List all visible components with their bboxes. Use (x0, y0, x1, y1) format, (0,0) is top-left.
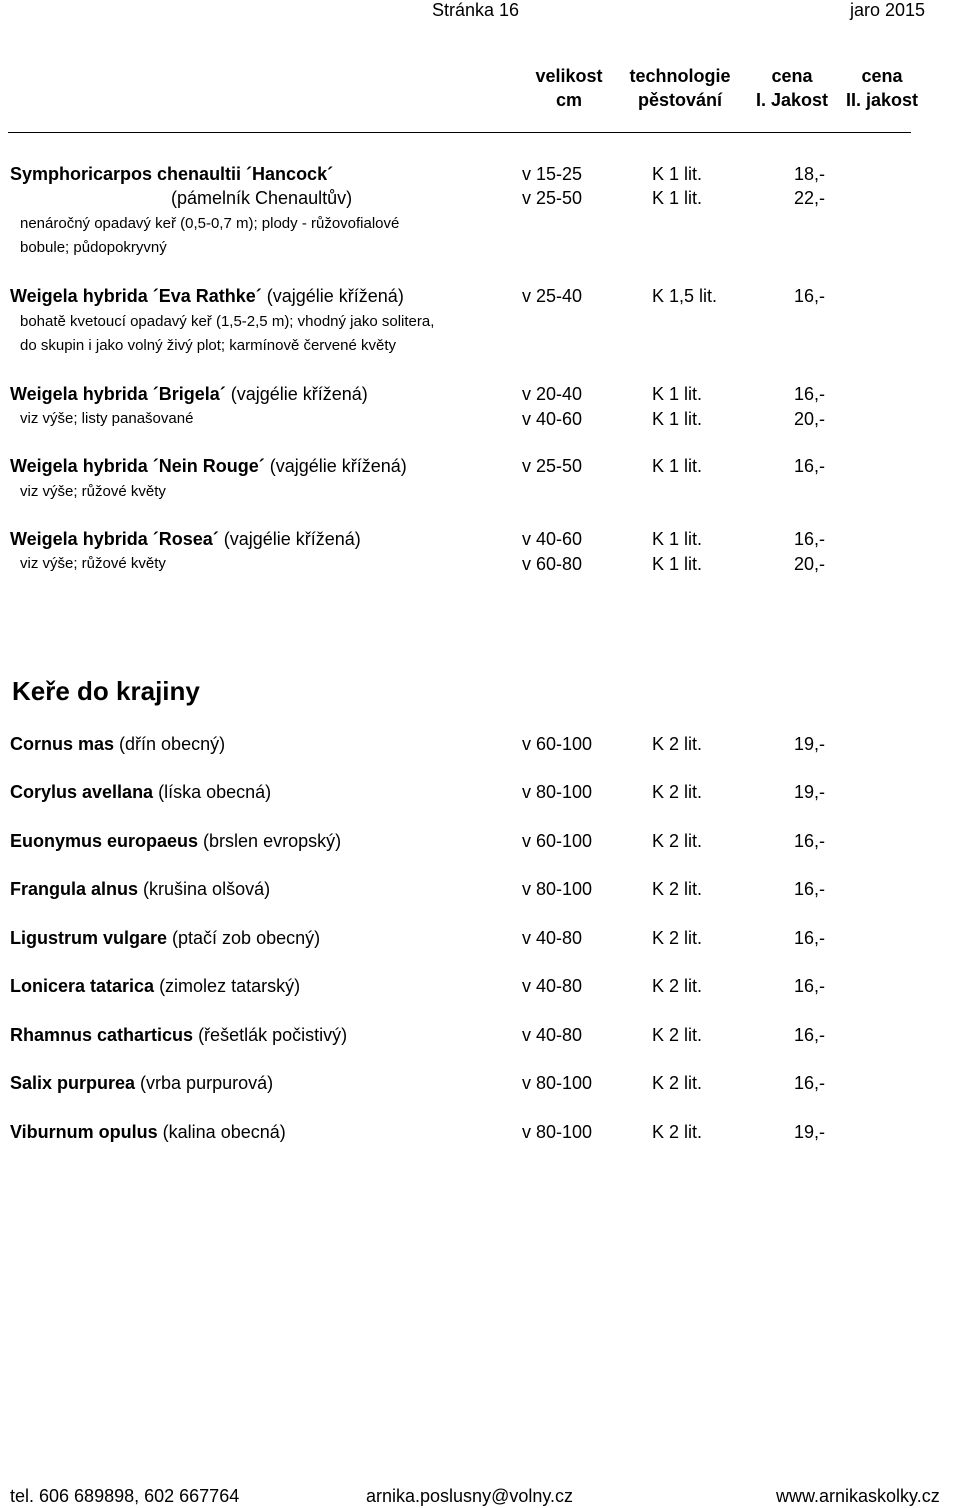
table-row (0, 382, 960, 406)
plant-size: v 25-50 (522, 456, 583, 476)
table-row (0, 926, 960, 950)
plant-name (10, 780, 271, 804)
table-row (0, 284, 960, 308)
plant-price: 16,- (794, 286, 826, 306)
table-row (0, 1023, 960, 1047)
plant-price: 19,- (794, 734, 826, 754)
plant-size: v 40-80 (522, 1025, 583, 1045)
column-header-price-2-line1: cena (861, 66, 903, 86)
plant-name (10, 732, 225, 756)
column-header-price-1-line1: cena (771, 66, 813, 86)
plant-name (10, 454, 407, 478)
plant-size: v 15-25 (522, 164, 583, 184)
plant-technology: K 2 lit. (652, 1122, 703, 1142)
plant-common-name: (vajgélie křížená) (264, 456, 407, 476)
plant-name (10, 527, 361, 551)
plant-size: v 80-100 (522, 1073, 593, 1093)
column-header-price-2-line2: II. jakost (845, 90, 919, 110)
plant-price: 16,- (794, 831, 826, 851)
plant-name (10, 829, 341, 853)
plant-latin-name: Weigela hybrida ´Brigela´ (10, 384, 226, 404)
plant-price: 16,- (794, 1025, 826, 1045)
plant-price: 16,- (794, 1073, 826, 1093)
table-row (0, 877, 960, 901)
plant-name (10, 284, 404, 308)
column-header-size-line2: cm (555, 90, 582, 110)
column-header-technology-line2: pěstování (637, 90, 723, 110)
plant-common-name: (zimolez tatarský) (154, 976, 301, 996)
plant-technology: K 2 lit. (652, 1073, 703, 1093)
plant-description: viz výše; listy panašované (20, 410, 194, 427)
column-header-price-2 (834, 64, 930, 112)
plant-description: nenáročný opadavý keř (0,5-0,7 m); plody - růžovofialové (20, 215, 400, 232)
plant-latin-name: Symphoricarpos chenaultii ´Hancock´ (10, 164, 334, 184)
header-divider (8, 132, 911, 133)
plant-common-name: (pámelník Chenaultův) (171, 188, 353, 208)
plant-size: v 60-100 (522, 734, 593, 754)
plant-common-name: (řešetlák počistivý) (193, 1025, 348, 1045)
plant-price: 22,- (794, 188, 826, 208)
plant-latin-name: Weigela hybrida ´Rosea´ (10, 529, 219, 549)
table-row (0, 974, 960, 998)
plant-name (10, 877, 270, 901)
table-row (0, 162, 960, 186)
plant-latin-name: Cornus mas (10, 734, 115, 754)
plant-latin-name: Frangula alnus (10, 879, 139, 899)
plant-technology: K 1 lit. (652, 384, 703, 404)
table-row (0, 407, 960, 431)
plant-common-name: (vajgélie křížená) (225, 384, 368, 404)
plant-size: v 60-80 (522, 554, 583, 574)
plant-common-name: (kalina obecná) (157, 1122, 286, 1142)
plant-name (10, 1120, 286, 1144)
plant-price: 16,- (794, 879, 826, 899)
plant-name (10, 974, 300, 998)
plant-latin-name: Lonicera tatarica (10, 976, 155, 996)
plant-common-name: (líska obecná) (153, 782, 272, 802)
table-row (0, 1120, 960, 1144)
plant-technology: K 1 lit. (652, 164, 703, 184)
plant-size: v 60-100 (522, 831, 593, 851)
table-row (0, 829, 960, 853)
plant-price: 16,- (794, 456, 826, 476)
plant-technology: K 1 lit. (652, 188, 703, 208)
plant-technology: K 1 lit. (652, 409, 703, 429)
plant-latin-name: Ligustrum vulgare (10, 928, 168, 948)
plant-latin-name: Rhamnus catharticus (10, 1025, 194, 1045)
plant-size: v 25-40 (522, 286, 583, 306)
plant-name (10, 382, 368, 406)
plant-latin-name: Viburnum opulus (10, 1122, 158, 1142)
plant-common-name: (vajgélie křížená) (261, 286, 404, 306)
footer-email: arnika.poslusny@volny.cz (366, 1486, 574, 1506)
plant-size: v 25-50 (522, 188, 583, 208)
plant-latin-name: Corylus avellana (10, 782, 154, 802)
section-title: Keře do krajiny (12, 676, 200, 706)
footer-website: www.arnikaskolky.cz (776, 1486, 940, 1506)
footer-phone: tel. 606 689898, 602 667764 (10, 1486, 240, 1506)
plant-common-name: (ptačí zob obecný) (167, 928, 321, 948)
plant-description: viz výše; růžové květy (20, 555, 166, 572)
plant-size: v 40-80 (522, 976, 583, 996)
page-number: Stránka 16 (432, 0, 520, 20)
column-header-size (526, 64, 612, 112)
column-header-price-1 (752, 64, 832, 112)
plant-size: v 80-100 (522, 782, 593, 802)
plant-common-name: (vajgélie křížená) (218, 529, 361, 549)
table-row (0, 186, 960, 210)
plant-common-name: (dřín obecný) (114, 734, 226, 754)
plant-price: 16,- (794, 928, 826, 948)
plant-latin-name: Euonymus europaeus (10, 831, 199, 851)
plant-technology: K 1 lit. (652, 529, 703, 549)
plant-name (10, 162, 333, 186)
plant-description: bohatě kvetoucí opadavý keř (1,5-2,5 m); vhodný jako solitera, (20, 313, 435, 330)
plant-price: 20,- (794, 554, 826, 574)
plant-technology: K 2 lit. (652, 831, 703, 851)
column-header-technology (622, 64, 738, 112)
plant-size: v 40-60 (522, 409, 583, 429)
column-header-technology-line1: technologie (629, 66, 731, 86)
plant-price: 20,- (794, 409, 826, 429)
plant-latin-name: Weigela hybrida ´Eva Rathke´ (10, 286, 262, 306)
plant-size: v 20-40 (522, 384, 583, 404)
plant-latin-name: Weigela hybrida ´Nein Rouge´ (10, 456, 265, 476)
column-header-size-line1: velikost (535, 66, 603, 86)
plant-technology: K 2 lit. (652, 928, 703, 948)
plant-technology: K 2 lit. (652, 976, 703, 996)
plant-size: v 80-100 (522, 879, 593, 899)
table-row (0, 454, 960, 478)
table-row (0, 527, 960, 551)
plant-price: 16,- (794, 529, 826, 549)
plant-technology: K 2 lit. (652, 1025, 703, 1045)
plant-technology: K 2 lit. (652, 879, 703, 899)
plant-price: 16,- (794, 976, 826, 996)
plant-technology: K 1,5 lit. (652, 286, 718, 306)
plant-technology: K 2 lit. (652, 734, 703, 754)
plant-name (10, 926, 320, 950)
plant-price: 19,- (794, 782, 826, 802)
plant-size: v 80-100 (522, 1122, 593, 1142)
plant-description: do skupin i jako volný živý plot; karmínově červené květy (20, 337, 397, 354)
plant-description: viz výše; růžové květy (20, 483, 166, 500)
plant-size: v 40-60 (522, 529, 583, 549)
plant-latin-name: Salix purpurea (10, 1073, 136, 1093)
plant-common-name: (brslen evropský) (198, 831, 342, 851)
plant-price: 18,- (794, 164, 826, 184)
plant-technology: K 2 lit. (652, 782, 703, 802)
plant-size: v 40-80 (522, 928, 583, 948)
plant-technology: K 1 lit. (652, 456, 703, 476)
column-header-price-1-line2: I. Jakost (755, 90, 829, 110)
plant-description: bobule; půdopokryvný (20, 239, 167, 256)
plant-name (10, 1071, 273, 1095)
plant-name (10, 1023, 347, 1047)
plant-technology: K 1 lit. (652, 554, 703, 574)
table-row (0, 1071, 960, 1095)
plant-price: 19,- (794, 1122, 826, 1142)
table-row (0, 780, 960, 804)
table-row (0, 552, 960, 576)
plant-common-name: (vrba purpurová) (135, 1073, 274, 1093)
season-label: jaro 2015 (850, 0, 926, 20)
plant-common-name: (krušina olšová) (138, 879, 271, 899)
table-row (0, 732, 960, 756)
plant-price: 16,- (794, 384, 826, 404)
